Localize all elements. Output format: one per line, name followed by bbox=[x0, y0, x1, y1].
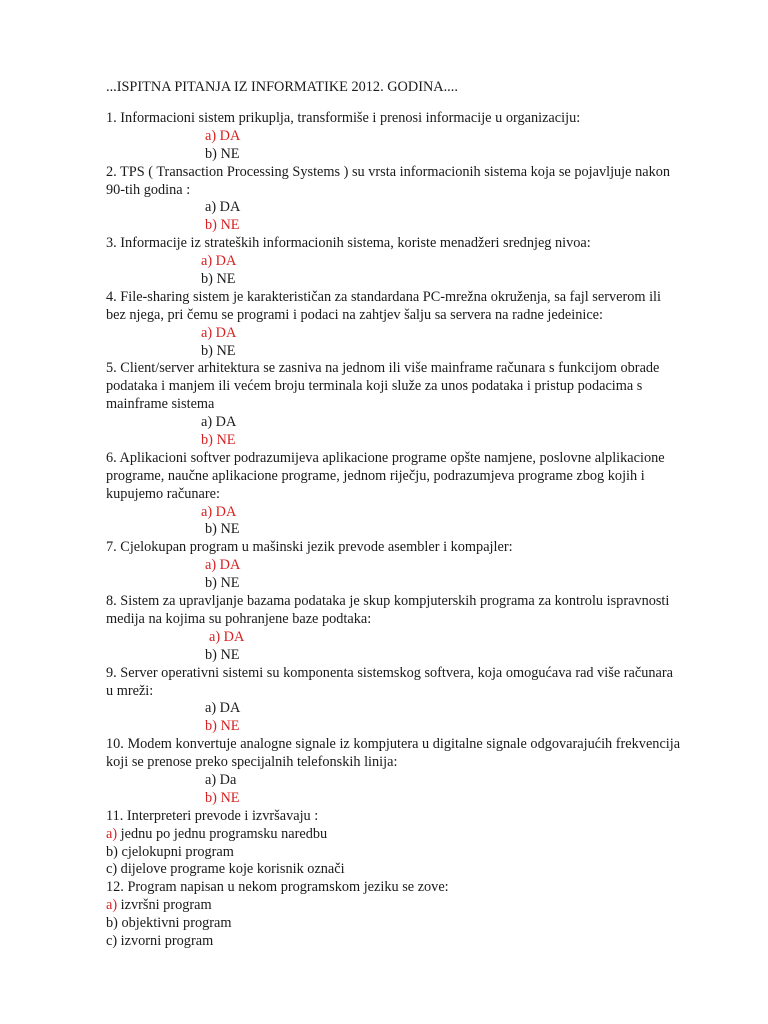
question-text: kupujemo računare: bbox=[106, 485, 220, 502]
answer-option-a bbox=[106, 897, 726, 915]
question-text: 6. Aplikacioni softver podrazumijeva aplikacione programe opšte namjene, poslovne alplikacione bbox=[106, 449, 665, 466]
option-text: objektivni program bbox=[117, 915, 232, 932]
question-text: bez njega, pri čemu se programi i podaci na zahtjev šalju sa servera na radne jedeinice: bbox=[106, 306, 603, 323]
answer-option-b: b) NE bbox=[205, 646, 240, 663]
answer-option-c bbox=[106, 933, 726, 951]
answer-option-b: b) NE bbox=[201, 432, 236, 449]
answer-option-c bbox=[106, 861, 726, 879]
option-marker: c) bbox=[106, 932, 118, 949]
option-text: cjelokupni program bbox=[117, 843, 234, 860]
question-text: programe, naučne aplikacione programe, jednom riječju, podrazumjeva programe zbog kojih i bbox=[106, 467, 645, 484]
option-text: dijelove programe koje korisnik označi bbox=[117, 861, 345, 878]
answer-option-a: a) Da bbox=[205, 771, 237, 788]
question-text: 7. Cjelokupan program u mašinski jezik prevode asembler i kompajler: bbox=[106, 539, 513, 556]
answer-option-a: a) DA bbox=[201, 414, 237, 431]
question-4 bbox=[106, 289, 726, 361]
answer-option-a bbox=[106, 826, 726, 844]
answer-option-b: b) NE bbox=[201, 342, 236, 359]
answer-option-b: b) NE bbox=[205, 217, 240, 234]
answer-option-a: a) DA bbox=[205, 557, 241, 574]
question-10 bbox=[106, 736, 726, 808]
question-text: 12. Program napisan u nekom programskom jeziku se zove: bbox=[106, 879, 449, 896]
option-text: izvorni program bbox=[117, 932, 214, 949]
question-text: medija na kojima su pohranjene baze podtaka: bbox=[106, 610, 372, 627]
question-5 bbox=[106, 360, 726, 449]
question-3 bbox=[106, 235, 726, 289]
question-text: 3. Informacije iz strateških informacionih sistema, koriste menadžeri srednjeg nivoa: bbox=[106, 235, 591, 252]
answer-option-a: a) DA bbox=[201, 253, 237, 270]
option-marker: a) bbox=[106, 897, 118, 914]
answer-option-b: b) NE bbox=[205, 145, 240, 162]
option-text: jednu po jednu programsku naredbu bbox=[117, 825, 328, 842]
question-text: 11. Interpreteri prevode i izvršavaju : bbox=[106, 807, 319, 824]
question-text: koji se prenose preko specijalnih telefonskih linija: bbox=[106, 754, 398, 771]
question-2 bbox=[106, 164, 726, 236]
question-6 bbox=[106, 450, 726, 539]
question-text: u mreži: bbox=[106, 682, 154, 699]
answer-option-a: a) DA bbox=[205, 700, 241, 717]
question-text: 9. Server operativni sistemi su komponenta sistemskog softvera, koja omogućava rad više računara bbox=[106, 664, 673, 681]
answer-option-b: b) NE bbox=[205, 718, 240, 735]
answer-option-b bbox=[106, 915, 726, 933]
question-text: 5. Client/server arhitektura se zasniva na jednom ili više mainframe računara s funkcijom obrade bbox=[106, 360, 660, 377]
question-text: 4. File-sharing sistem je karakterističan za standardana PC-mrežna okruženja, sa fajl serverom ili bbox=[106, 288, 661, 305]
question-text: podataka i manjem ili većem broju terminala koji služe za unos podataka i pristup podacima s bbox=[106, 378, 643, 395]
question-text: 8. Sistem za upravljanje bazama podataka je skup kompjuterskih programa za kontrolu ispravnosti bbox=[106, 593, 670, 610]
question-text: 10. Modem konvertuje analogne signale iz kompjutera u digitalne signale odgovarajućih frekvencija bbox=[106, 736, 681, 753]
answer-option-a: a) DA bbox=[201, 503, 237, 520]
option-text: izvršni program bbox=[117, 897, 212, 914]
question-7 bbox=[106, 539, 726, 593]
question-1 bbox=[106, 110, 726, 164]
answer-option-a: a) DA bbox=[201, 324, 237, 341]
answer-option-b: b) NE bbox=[205, 575, 240, 592]
option-marker: c) bbox=[106, 861, 118, 878]
question-text: 1. Informacioni sistem prikuplja, transformiše i prenosi informacije u organizaciju: bbox=[106, 110, 581, 126]
question-12 bbox=[106, 879, 726, 951]
question-11 bbox=[106, 808, 726, 880]
answer-option-b: b) NE bbox=[205, 789, 240, 806]
answer-option-a: a) DA bbox=[205, 199, 241, 216]
option-marker: b) bbox=[106, 915, 118, 932]
answer-option-a: a) DA bbox=[209, 628, 245, 645]
option-marker: a) bbox=[106, 825, 118, 842]
answer-option-b bbox=[106, 844, 726, 862]
answer-option-b: b) NE bbox=[201, 271, 236, 288]
question-list bbox=[106, 110, 726, 951]
answer-option-a: a) DA bbox=[205, 127, 241, 144]
question-text: 2. TPS ( Transaction Processing Systems ) su vrsta informacionih sistema koja se pojavljuje nakon bbox=[106, 163, 671, 180]
question-text: 90-tih godina : bbox=[106, 181, 191, 198]
document-title: ...ISPITNA PITANJA IZ INFORMATIKE 2012. GODINA.... bbox=[106, 79, 458, 95]
question-text: mainframe sistema bbox=[106, 396, 215, 413]
question-9 bbox=[106, 665, 726, 737]
answer-option-b: b) NE bbox=[205, 521, 240, 538]
question-8 bbox=[106, 593, 726, 665]
option-marker: b) bbox=[106, 843, 118, 860]
